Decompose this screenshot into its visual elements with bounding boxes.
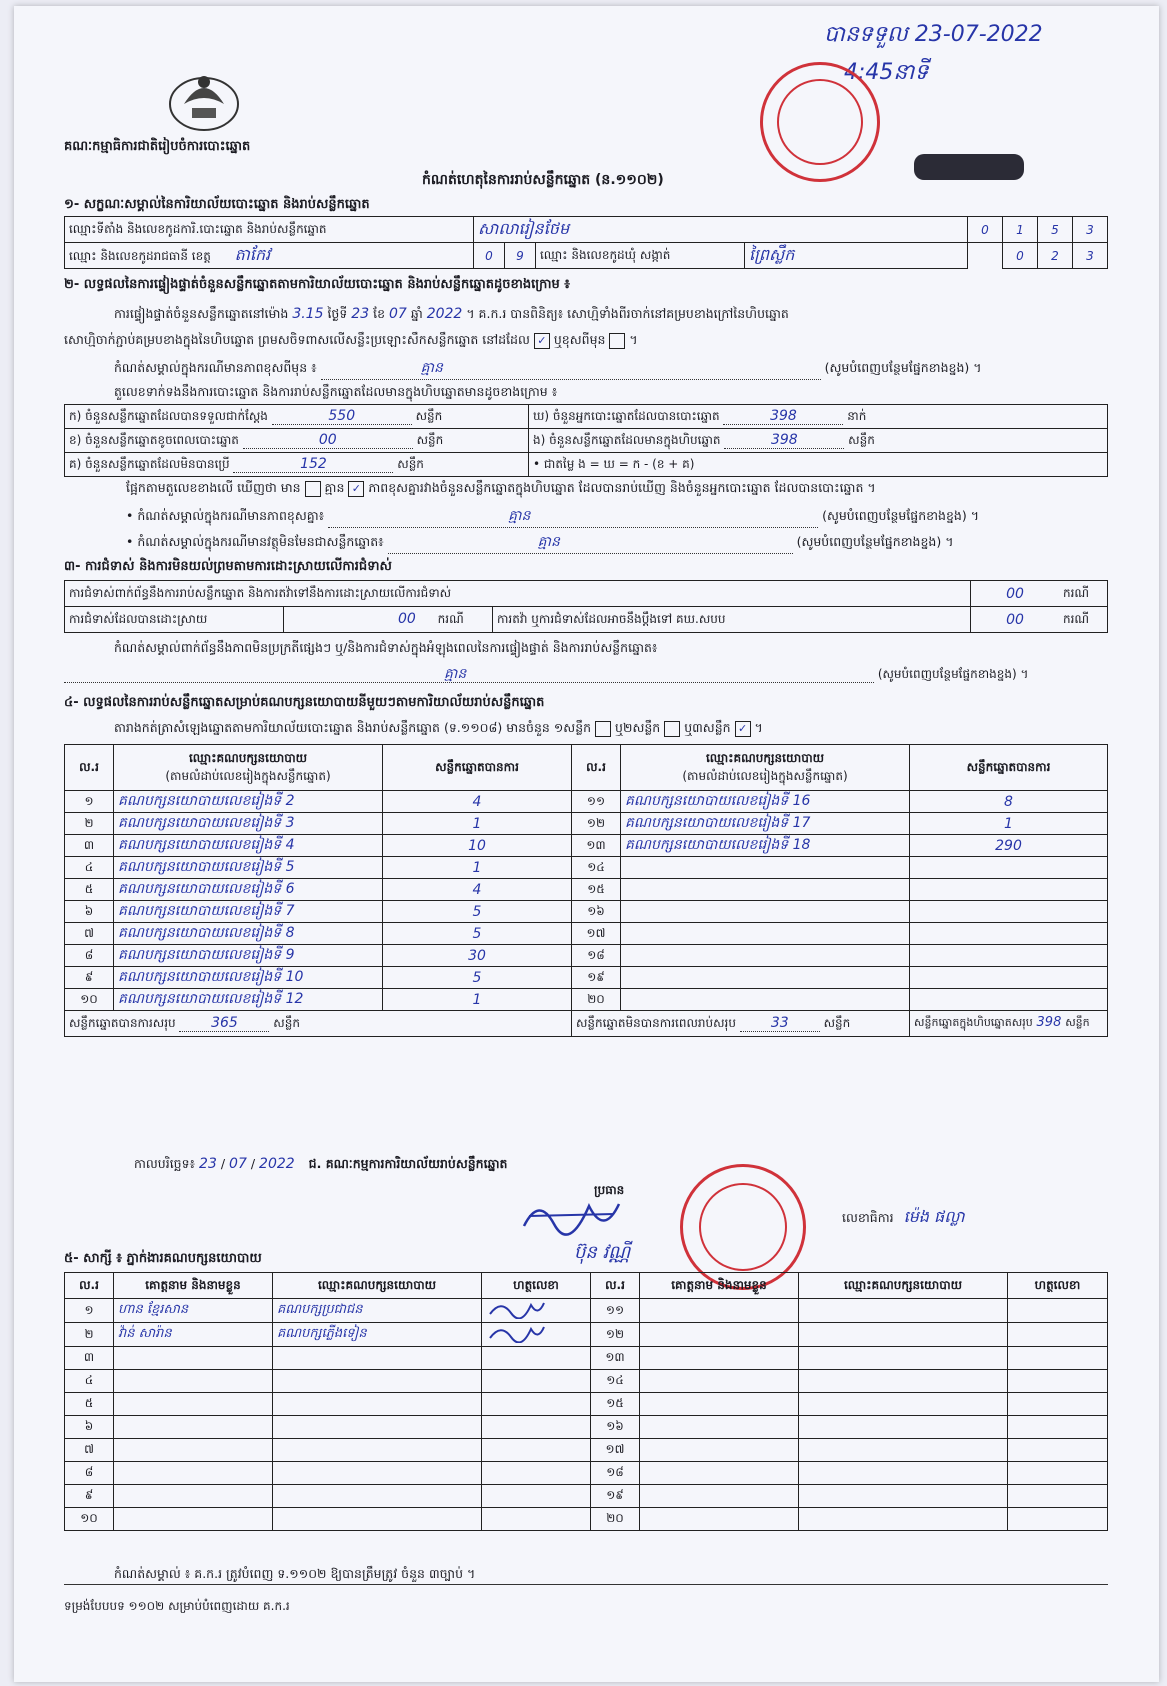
changed-checkbox[interactable] bbox=[609, 333, 625, 349]
party-name bbox=[621, 901, 910, 923]
witness-signature bbox=[1008, 1347, 1108, 1370]
received-row: ក) ចំនួនសន្លឹកឆ្នោតដែលបានទទួលជាក់ស្តែង 550 សន្លឹក bbox=[65, 405, 529, 429]
witness-name bbox=[114, 1485, 273, 1508]
total-invalid-cell: សន្លឹកឆ្នោតមិនបានការពេលរាប់សរុប 33 សន្លឹក bbox=[572, 1011, 910, 1037]
witness-name bbox=[114, 1347, 273, 1370]
province-label: ឈ្មោះ និងលេខកូដរាជធានី ខេត្ត តាកែវ bbox=[65, 243, 474, 269]
witness-signature bbox=[482, 1416, 591, 1439]
row-number: ៨ bbox=[65, 945, 114, 967]
date-day: 23 bbox=[199, 1156, 217, 1172]
row-number: ១៩ bbox=[572, 967, 621, 989]
witness-table bbox=[64, 1272, 1108, 1531]
party-votes bbox=[910, 879, 1108, 901]
total-box-cell: សន្លឹកឆ្នោតក្នុងហិបឆ្នោតសរុប 398 សន្លឹក bbox=[910, 1011, 1108, 1037]
witness-party bbox=[799, 1393, 1008, 1416]
table-row bbox=[65, 1485, 1108, 1508]
verification-time: 3.15 bbox=[292, 306, 324, 322]
witness-name bbox=[114, 1416, 273, 1439]
row-number: ២ bbox=[65, 1323, 114, 1347]
station-label: ឈ្មោះទីតាំង និងលេខកូដការិ.បោះឆ្នោត និងរាប់សន្លឹកឆ្នោត bbox=[65, 217, 474, 243]
witness-signature bbox=[482, 1462, 591, 1485]
party-name bbox=[621, 989, 910, 1011]
irregularity-note-value: គ្មាន bbox=[444, 666, 467, 682]
party-votes bbox=[910, 901, 1108, 923]
party-results-table bbox=[64, 744, 1108, 1037]
resolved-cell: 00 ករណី bbox=[284, 607, 493, 633]
witness-name bbox=[640, 1508, 799, 1531]
witness-name bbox=[114, 1508, 273, 1531]
col-no: ល.រ bbox=[65, 1273, 114, 1299]
witness-name: ហាន ខ្មែរសាន bbox=[114, 1299, 273, 1323]
province-code-digit: 0 bbox=[474, 243, 505, 269]
party-votes bbox=[910, 967, 1108, 989]
spoiled-value: 00 bbox=[243, 432, 413, 449]
witness-party bbox=[799, 1462, 1008, 1485]
party-name bbox=[621, 923, 910, 945]
witness-name bbox=[640, 1485, 799, 1508]
table-row bbox=[65, 989, 1108, 1011]
commune-code-digit: 0 bbox=[1003, 243, 1038, 269]
witness-name bbox=[114, 1462, 273, 1485]
commune-label: ឈ្មោះ និងលេខកូដឃុំ សង្កាត់ bbox=[536, 243, 745, 269]
unused-value: 152 bbox=[233, 456, 393, 473]
station-code-digit: 1 bbox=[1003, 217, 1038, 243]
party-votes bbox=[910, 923, 1108, 945]
col-party: ឈ្មោះគណបក្សនយោបាយ (តាមលំដាប់លេខរៀងក្នុងសន្លឹកឆ្នោត) bbox=[621, 745, 910, 791]
row-number: ១៧ bbox=[591, 1439, 640, 1462]
org-title: គណៈកម្មាធិការជាតិរៀបចំការបោះឆ្នោត bbox=[64, 139, 251, 154]
witness-name bbox=[640, 1323, 799, 1347]
secretary-line: លេខាធិការ ម៉េង ផល្លា bbox=[842, 1207, 965, 1226]
party-votes bbox=[910, 857, 1108, 879]
unused-row: គ) ចំនួនសន្លឹកឆ្នោតដែលមិនបានប្រើ 152 សន្លឹក bbox=[65, 453, 529, 477]
witness-name bbox=[640, 1393, 799, 1416]
table-row bbox=[65, 1347, 1108, 1370]
province-code-digit: 9 bbox=[505, 243, 536, 269]
witness-signature bbox=[482, 1439, 591, 1462]
unit-label: ករណី bbox=[1059, 607, 1108, 633]
witness-signature bbox=[1008, 1485, 1108, 1508]
row-number: ៧ bbox=[65, 1439, 114, 1462]
row-number: ៦ bbox=[65, 1416, 114, 1439]
row-number: ១៤ bbox=[572, 857, 621, 879]
party-name bbox=[621, 967, 910, 989]
received-value: 550 bbox=[272, 408, 412, 425]
appeal-label: ការតវ៉ា ឬការជំទាស់ដែលអាចនឹងប្តឹងទៅ គឃ.សបប bbox=[493, 607, 971, 633]
witness-signature bbox=[1008, 1439, 1108, 1462]
col-votes: សន្លឹកឆ្នោតបានការ bbox=[910, 745, 1108, 791]
commune-code-digit: 3 bbox=[1073, 243, 1108, 269]
party-name: គណបក្សនយោបាយលេខរៀងទី 9 bbox=[114, 945, 383, 967]
table-row bbox=[65, 945, 1108, 967]
section3-heading: ៣- ការជំទាស់ និងការមិនយល់ព្រមតាមការដោះស្រាយលើការជំទាស់ bbox=[64, 559, 392, 574]
received-time-note: 4:45នាទី bbox=[844, 60, 929, 85]
row-number: ១១ bbox=[591, 1299, 640, 1323]
two-sheets-checkbox[interactable] bbox=[664, 721, 680, 737]
witness-signature bbox=[482, 1299, 591, 1323]
secretary-name: ម៉េង ផល្លា bbox=[903, 1207, 965, 1226]
same-checkbox[interactable]: ✓ bbox=[534, 333, 550, 349]
voters-value: 398 bbox=[723, 408, 843, 425]
col-sign: ហត្ថលេខា bbox=[1008, 1273, 1108, 1299]
party-name bbox=[621, 945, 910, 967]
party-votes: 1 bbox=[383, 857, 572, 879]
in-box-row: ង) ចំនួនសន្លឹកឆ្នោតដែលមានក្នុងហិបឆ្នោត 398 សន្លឹក bbox=[529, 429, 1108, 453]
chair-signature bbox=[519, 1196, 629, 1236]
party-votes: 1 bbox=[383, 813, 572, 835]
station-code-digit: 5 bbox=[1038, 217, 1073, 243]
party-name: គណបក្សនយោបាយលេខរៀងទី 2 bbox=[114, 791, 383, 813]
table-row bbox=[65, 1508, 1108, 1531]
col-party: ឈ្មោះគណបក្សនយោបាយ bbox=[273, 1273, 482, 1299]
party-name bbox=[621, 857, 910, 879]
note1-line: កំណត់សម្គាល់ក្នុងករណីមានភាពខុសពីមុន ៖ គ្មាន (សូមបំពេញបន្ថែមផ្នែកខាងខ្នង) ។ bbox=[114, 358, 1104, 380]
witness-signature bbox=[482, 1323, 591, 1347]
signature-scribble bbox=[486, 1299, 546, 1319]
witness-signature bbox=[482, 1370, 591, 1393]
date-year: 2022 bbox=[259, 1156, 295, 1172]
note3-value: គ្មាន bbox=[537, 534, 560, 550]
witness-party bbox=[799, 1508, 1008, 1531]
table-row bbox=[65, 923, 1108, 945]
received-date-note: បានទទួល 23-07-2022 bbox=[824, 22, 1043, 47]
row-number: ១៥ bbox=[572, 879, 621, 901]
witness-signature bbox=[1008, 1508, 1108, 1531]
verification-month: 07 bbox=[389, 306, 407, 322]
row-number: ១៤ bbox=[591, 1370, 640, 1393]
one-sheet-checkbox[interactable] bbox=[595, 721, 611, 737]
section5-heading: ៥- សាក្សី ៖ ភ្នាក់ងារគណបក្សនយោបាយ bbox=[64, 1251, 262, 1266]
row-number: ១១ bbox=[572, 791, 621, 813]
divider bbox=[64, 1584, 1108, 1585]
party-name: គណបក្សនយោបាយលេខរៀងទី 5 bbox=[114, 857, 383, 879]
witness-name bbox=[640, 1439, 799, 1462]
col-no: ល.រ bbox=[572, 745, 621, 791]
irregularity-note-line: គ្មាន (សូមបំពេញបន្ថែមផ្នែកខាងខ្នង) ។ bbox=[64, 664, 1108, 684]
total-invalid-value: 33 bbox=[740, 1015, 820, 1032]
party-name: គណបក្សនយោបាយលេខរៀងទី 16 bbox=[621, 791, 910, 813]
table-row bbox=[65, 901, 1108, 923]
row-number: ១៨ bbox=[572, 945, 621, 967]
witness-party bbox=[273, 1508, 482, 1531]
complaints-table bbox=[64, 580, 1108, 633]
witness-name bbox=[114, 1393, 273, 1416]
party-name: គណបក្សនយោបាយលេខរៀងទី 17 bbox=[621, 813, 910, 835]
in-box-value: 398 bbox=[724, 432, 844, 449]
row-number: ៥ bbox=[65, 879, 114, 901]
witness-signature bbox=[482, 1393, 591, 1416]
irregularity-note-label: កំណត់សម្គាល់ពាក់ព័ន្ធនឹងភាពមិនប្រក្រតីផ្សេងៗ ឬ/និងការជំទាស់ក្នុងអំឡុងពេលនៃការផ្ទៀងផ្ទាត់ និងការរាប់សន្លឹកឆ្នោត៖ bbox=[114, 640, 658, 655]
witness-name bbox=[114, 1439, 273, 1462]
row-number: ៦ bbox=[65, 901, 114, 923]
note2-value: គ្មាន bbox=[508, 508, 531, 524]
row-number: ១៩ bbox=[591, 1485, 640, 1508]
row-number: ១៦ bbox=[572, 901, 621, 923]
row-number: ១៨ bbox=[591, 1462, 640, 1485]
resolved-label: ការជំទាស់ដែលបានដោះស្រាយ bbox=[65, 607, 284, 633]
col-party: ឈ្មោះគណបក្សនយោបាយ bbox=[799, 1273, 1008, 1299]
form-reference: ទម្រង់បែបបទ ១១០២ សម្រាប់បំពេញដោយ គ.ក.រ bbox=[64, 1599, 290, 1613]
party-name: គណបក្សនយោបាយលេខរៀងទី 8 bbox=[114, 923, 383, 945]
row-number: ១៦ bbox=[591, 1416, 640, 1439]
chair-label: ប្រធាន bbox=[594, 1183, 625, 1197]
official-stamp-top bbox=[760, 62, 880, 182]
row-number: ១៣ bbox=[572, 835, 621, 857]
party-votes: 1 bbox=[910, 813, 1108, 835]
row-number: ៣ bbox=[65, 835, 114, 857]
station-code-digit: 3 bbox=[1073, 217, 1108, 243]
witness-name bbox=[114, 1370, 273, 1393]
row-number: ១ bbox=[65, 791, 114, 813]
col-sign: ហត្ថលេខា bbox=[482, 1273, 591, 1299]
footnote: កំណត់សម្គាល់ ៖ គ.ក.រ ត្រូវបំពេញ ទ.១១០២ ឱ្យបានត្រឹមត្រូវ ចំនួន ៣ច្បាប់ ។ bbox=[114, 1566, 476, 1581]
table-row bbox=[65, 791, 1108, 813]
row-number: ៧ bbox=[65, 923, 114, 945]
verification-line: ការផ្ទៀងផ្ទាត់ចំនួនសន្លឹកឆ្នោតនៅម៉ោង 3.15 ថ្ងៃទី 23 ខែ 07 ឆ្នាំ 2022 ។ គ.ក.រ បានពិនិត្យ៖ សោហ្មិទាំងពីរចាក់នៅគម្របខាងក្រៅនៃហិបឆ្នោត bbox=[114, 306, 789, 322]
party-votes: 8 bbox=[910, 791, 1108, 813]
witness-party: គណបក្សភ្លើងទៀន bbox=[273, 1323, 482, 1347]
three-sheets-checkbox[interactable]: ✓ bbox=[735, 721, 751, 737]
party-name bbox=[621, 879, 910, 901]
witness-party bbox=[799, 1439, 1008, 1462]
total-valid-value: 365 bbox=[179, 1015, 269, 1032]
complaints-value: 00 bbox=[971, 581, 1060, 607]
witness-name bbox=[640, 1462, 799, 1485]
note2-line: • កំណត់សម្គាល់ក្នុងករណីមានភាពខុសគ្នា៖ គ្មាន (សូមបំពេញបន្ថែមផ្នែកខាងខ្នង) ។ bbox=[126, 506, 979, 528]
nec-emblem-icon bbox=[162, 64, 246, 134]
tally-sheet-line: តារាងកត់ត្រាសំឡេងឆ្នោតតាមការិយាល័យបោះឆ្នោត និងរាប់សន្លឹកឆ្នោត (ទ.១១០៨) មានចំនួន ១សន្លឹក ឬ២សន្លឹក ឬ៣សន្លឹក ✓ ។ bbox=[114, 720, 763, 735]
witness-signature bbox=[1008, 1393, 1108, 1416]
col-party: ឈ្មោះគណបក្សនយោបាយ (តាមលំដាប់លេខរៀងក្នុងសន្លឹកឆ្នោត) bbox=[114, 745, 383, 791]
note1-value: គ្មាន bbox=[420, 360, 443, 376]
col-votes: សន្លឹកឆ្នោតបានការ bbox=[383, 745, 572, 791]
witness-party bbox=[273, 1485, 482, 1508]
row-number: ១០ bbox=[65, 989, 114, 1011]
row-number: ១៣ bbox=[591, 1347, 640, 1370]
difference-line: ផ្អែកតាមតួលេខខាងលើ ឃើញថា មាន គ្មាន ✓ ភាពខុសគ្នារវាងចំនួនសន្លឹកឆ្នោតក្នុងហិបឆ្នោត ដែលបានរាប់ឃើញ និងចំនួនអ្នកបោះឆ្នោត ដែលបានបោះឆ្នោត ។ bbox=[126, 480, 876, 495]
polling-station-table bbox=[64, 216, 1108, 269]
row-number: ៤ bbox=[65, 857, 114, 879]
witness-name bbox=[640, 1370, 799, 1393]
form-sheet bbox=[14, 6, 1159, 1682]
row-number: ១២ bbox=[591, 1323, 640, 1347]
witness-party bbox=[273, 1462, 482, 1485]
party-votes: 5 bbox=[383, 901, 572, 923]
col-no: ល.រ bbox=[65, 745, 114, 791]
witness-name: វ៉ាន់ សារ៉ាន bbox=[114, 1323, 273, 1347]
section2-heading: ២- លទ្ធផលនៃការផ្ទៀងផ្ទាត់ចំនួនសន្លឹកឆ្នោតតាមការិយាល័យបោះឆ្នោត និងរាប់សន្លឹកឆ្នោតដូចខាងក្រោម ៖ bbox=[64, 277, 570, 292]
commune-code-digit: 2 bbox=[1038, 243, 1073, 269]
witness-party bbox=[799, 1323, 1008, 1347]
party-votes: 5 bbox=[383, 967, 572, 989]
table-row bbox=[65, 879, 1108, 901]
party-name: គណបក្សនយោបាយលេខរៀងទី 4 bbox=[114, 835, 383, 857]
table-row bbox=[65, 967, 1108, 989]
no-difference-checkbox[interactable]: ✓ bbox=[348, 481, 364, 497]
province-name: តាកែវ bbox=[234, 244, 271, 264]
witness-signature bbox=[1008, 1370, 1108, 1393]
row-number: ៤ bbox=[65, 1370, 114, 1393]
table-row bbox=[65, 1393, 1108, 1416]
party-name: គណបក្សនយោបាយលេខរៀងទី 12 bbox=[114, 989, 383, 1011]
verification-day: 23 bbox=[351, 306, 370, 322]
table-row bbox=[65, 813, 1108, 835]
signature-scribble bbox=[486, 1323, 546, 1343]
witness-name bbox=[640, 1299, 799, 1323]
date-line: កាលបរិច្ឆេទ៖ 23 / 07 / 2022 ជ. គណៈកម្មការការិយាល័យរាប់សន្លឹកឆ្នោត bbox=[134, 1156, 508, 1172]
redaction-mark bbox=[914, 154, 1024, 180]
witness-party bbox=[799, 1485, 1008, 1508]
witness-party bbox=[273, 1347, 482, 1370]
total-box-value: 398 bbox=[1036, 1015, 1062, 1030]
note3-line: • កំណត់សម្គាល់ក្នុងករណីមានវត្ថុមិនមែនជាសន្លឹកឆ្នោត៖ គ្មាន (សូមបំពេញបន្ថែមផ្នែកខាងខ្នង) ។ bbox=[126, 532, 953, 554]
party-votes: 290 bbox=[910, 835, 1108, 857]
committee-title: ជ. គណៈកម្មការការិយាល័យរាប់សន្លឹកឆ្នោត bbox=[308, 1156, 508, 1171]
complaints-label: ការជំទាស់ពាក់ព័ន្ធនឹងការរាប់សន្លឹកឆ្នោត និងការតវ៉ាទៅនឹងការដោះស្រាយលើការជំទាស់ bbox=[65, 581, 971, 607]
witness-party bbox=[273, 1393, 482, 1416]
appeal-value: 00 bbox=[971, 607, 1060, 633]
formula: • ជាតម្លៃ ង = ឃ = ក - (ខ + គ) bbox=[529, 453, 1108, 477]
party-name: គណបក្សនយោបាយលេខរៀងទី 18 bbox=[621, 835, 910, 857]
witness-party: គណបក្សប្រជាជន bbox=[273, 1299, 482, 1323]
party-votes bbox=[910, 989, 1108, 1011]
commune-name: ព្រៃស្លឹក bbox=[745, 243, 968, 269]
table-row bbox=[65, 1370, 1108, 1393]
witness-name bbox=[640, 1347, 799, 1370]
party-votes: 5 bbox=[383, 923, 572, 945]
row-number: ៣ bbox=[65, 1347, 114, 1370]
row-number: ៥ bbox=[65, 1393, 114, 1416]
row-number: ១ bbox=[65, 1299, 114, 1323]
row-number: ១០ bbox=[65, 1508, 114, 1531]
has-difference-checkbox[interactable] bbox=[305, 481, 321, 497]
table-row bbox=[65, 1416, 1108, 1439]
table-row bbox=[65, 1439, 1108, 1462]
station-name: សាលារៀនថែម bbox=[474, 217, 968, 243]
table-row bbox=[65, 1323, 1108, 1347]
voters-row: ឃ) ចំនួនអ្នកបោះឆ្នោតដែលបានបោះឆ្នោត 398 នាក់ bbox=[529, 405, 1108, 429]
party-name: គណបក្សនយោបាយលេខរៀងទី 6 bbox=[114, 879, 383, 901]
unit-label: ករណី bbox=[1059, 581, 1108, 607]
party-name: គណបក្សនយោបាយលេខរៀងទី 7 bbox=[114, 901, 383, 923]
table-row bbox=[65, 835, 1108, 857]
ballot-figures-table bbox=[64, 404, 1108, 477]
figures-intro: តួលេខទាក់ទងនឹងការបោះឆ្នោត និងការរាប់សន្លឹកឆ្នោតដែលមានក្នុងហិបឆ្នោតមានដូចខាងក្រោម ៖ bbox=[114, 384, 558, 399]
table-row bbox=[65, 1462, 1108, 1485]
party-votes: 1 bbox=[383, 989, 572, 1011]
col-no: ល.រ bbox=[591, 1273, 640, 1299]
row-number: ៩ bbox=[65, 1485, 114, 1508]
party-votes: 10 bbox=[383, 835, 572, 857]
witness-party bbox=[799, 1370, 1008, 1393]
party-votes bbox=[910, 945, 1108, 967]
row-number: ៨ bbox=[65, 1462, 114, 1485]
resolved-value: 00 bbox=[398, 610, 416, 627]
witness-party bbox=[799, 1416, 1008, 1439]
row-number: ២ bbox=[65, 813, 114, 835]
table-row bbox=[65, 857, 1108, 879]
row-number: ១៧ bbox=[572, 923, 621, 945]
party-votes: 30 bbox=[383, 945, 572, 967]
witness-signature bbox=[1008, 1416, 1108, 1439]
total-valid-cell: សន្លឹកឆ្នោតបានការសរុប 365 សន្លឹក bbox=[65, 1011, 572, 1037]
row-number: ១៥ bbox=[591, 1393, 640, 1416]
row-number: ៩ bbox=[65, 967, 114, 989]
witness-signature bbox=[1008, 1462, 1108, 1485]
witness-signature bbox=[482, 1508, 591, 1531]
col-name: គោត្តនាម និងនាមខ្លួន bbox=[114, 1273, 273, 1299]
verification-year: 2022 bbox=[426, 306, 463, 322]
col-name: គោត្តនាម និងនាមខ្លួន bbox=[640, 1273, 799, 1299]
witness-party bbox=[273, 1439, 482, 1462]
section1-heading: ១- សក្ខណៈសម្គាល់នៃការិយាល័យបោះឆ្នោត និងរាប់សន្លឹកឆ្នោត bbox=[64, 197, 370, 212]
chair-name: ប៊ុន វណ្ណី bbox=[574, 1242, 631, 1263]
party-name: គណបក្សនយោបាយលេខរៀងទី 3 bbox=[114, 813, 383, 835]
seal-line: សោហ្មិចាក់ភ្ជាប់គម្របខាងក្នុងនៃហិបឆ្នោត ព្រមសចិទពាសលើសន្លឹះប្រឡោះសឹកសន្លឹកឆ្នោត នៅដដែល ✓ ឬខុសពីមុន ។ bbox=[64, 332, 638, 347]
witness-party bbox=[273, 1416, 482, 1439]
witness-signature bbox=[482, 1485, 591, 1508]
row-number: ១២ bbox=[572, 813, 621, 835]
party-votes: 4 bbox=[383, 791, 572, 813]
section4-heading: ៤- លទ្ធផលនៃការរាប់សន្លឹកឆ្នោតសម្រាប់គណបក្សនយោបាយនីមួយៗតាមការិយាល័យរាប់សន្លឹកឆ្នោត bbox=[64, 695, 545, 710]
table-row bbox=[65, 1299, 1108, 1323]
witness-signature bbox=[482, 1347, 591, 1370]
witness-party bbox=[799, 1347, 1008, 1370]
witness-signature bbox=[1008, 1323, 1108, 1347]
spoiled-row: ខ) ចំនួនសន្លឹកឆ្នោតខូចពេលបោះឆ្នោត 00 សន្លឹក bbox=[65, 429, 529, 453]
form-title: កំណត់ហេតុនៃការរាប់សន្លឹកឆ្នោត (ន.១១០២) bbox=[422, 172, 664, 188]
party-votes: 4 bbox=[383, 879, 572, 901]
station-code-digit: 0 bbox=[968, 217, 1003, 243]
row-number: ២០ bbox=[572, 989, 621, 1011]
date-month: 07 bbox=[229, 1156, 247, 1172]
row-number: ២០ bbox=[591, 1508, 640, 1531]
witness-name bbox=[640, 1416, 799, 1439]
witness-party bbox=[799, 1299, 1008, 1323]
party-name: គណបក្សនយោបាយលេខរៀងទី 10 bbox=[114, 967, 383, 989]
witness-signature bbox=[1008, 1299, 1108, 1323]
witness-party bbox=[273, 1370, 482, 1393]
